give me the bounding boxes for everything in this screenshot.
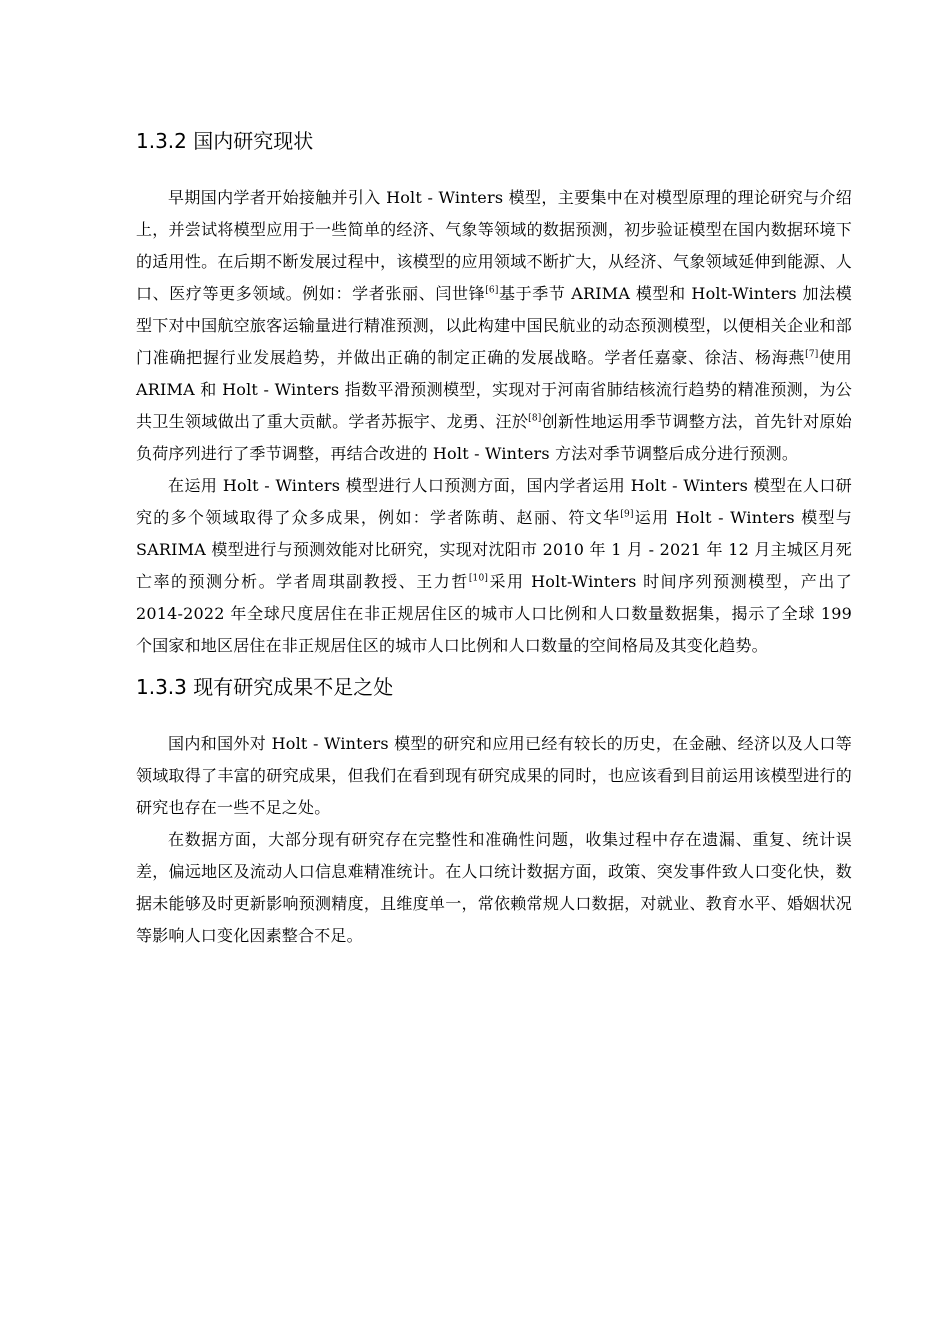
paragraph-text: 在数据方面，大部分现有研究存在完整性和准确性问题，收集过程中存在遗漏、重复、统计误差，偏远地区及流动人口信息难精准统计。在人口统计数据方面，政策、突发事件致人口变化快，数据未能够及时更新影响预测精度，且维度单一，常依赖常规人口数据，对就业、教育水平、婚姻状况等影响人口变化因素整合不足。 — [136, 830, 852, 945]
paragraph — [136, 470, 852, 662]
paragraph-text: 基于季节 ARIMA 模型和 Holt-Winters 加法模型下对中国航空旅客运输量进行精准预测，以此构建中国民航业的动态预测模型，以便相关企业和部门准确把握行业发展趋势，并做出正确的制定正确的发展战略。学者任嘉豪、徐洁、杨海燕 — [136, 284, 852, 367]
citation-marker: [9] — [620, 509, 634, 520]
paragraph-text: 采用 Holt-Winters 时间序列预测模型，产出了 2014-2022 年全球尺度居住在非正规居住区的城市人口比例和人口数量数据集，揭示了全球 199 个国家和地区居住在非正规居住区的城市人口比例和人口数量的空间格局及其变化趋势。 — [136, 572, 852, 655]
paragraph-text: 早期国内学者开始接触并引入 Holt - Winters 模型，主要集中在对模型原理的理论研究与介绍上，并尝试将模型应用于一些简单的经济、气象等领域的数据预测，初步验证模型在国内数据环境下的适用性。在后期不断发展过程中，该模型的应用领域不断扩大，从经济、气象领域延伸到能源、人口、医疗等更多领域。例如：学者张丽、闫世锋 — [136, 188, 852, 303]
section-heading: 1.3.3 现有研究成果不足之处 — [136, 675, 394, 699]
paragraph — [136, 728, 852, 824]
paragraph-text: 创新性地运用季节调整方法，首先针对原始负荷序列进行了季节调整，再结合改进的 Holt - Winters 方法对季节调整后成分进行预测。 — [136, 412, 852, 463]
section-heading: 1.3.2 国内研究现状 — [136, 129, 314, 153]
citation-marker: [6] — [485, 285, 499, 296]
paragraph — [136, 182, 852, 470]
paragraph-text: 在运用 Holt - Winters 模型进行人口预测方面，国内学者运用 Holt - Winters 模型在人口研究的多个领域取得了众多成果，例如：学者陈萌、赵丽、符文华 — [136, 476, 852, 527]
paragraph-text: 运用 Holt - Winters 模型与 SARIMA 模型进行与预测效能对比研究，实现对沈阳市 2010 年 1 月 - 2021 年 12 月主城区月死亡率的预测分析。学者周琪副教授、王力哲 — [136, 508, 852, 591]
citation-marker: [7] — [805, 349, 819, 360]
paragraph-text: 国内和国外对 Holt - Winters 模型的研究和应用已经有较长的历史，在金融、经济以及人口等领域取得了丰富的研究成果，但我们在看到现有研究成果的同时，也应该看到目前运用该模型进行的研究也存在一些不足之处。 — [136, 734, 852, 817]
citation-marker: [8] — [528, 413, 542, 424]
paragraph-text: 使用 ARIMA 和 Holt - Winters 指数平滑预测模型，实现对于河南省肺结核流行趋势的精准预测，为公共卫生领域做出了重大贡献。学者苏振宇、龙勇、汪於 — [136, 348, 852, 431]
citation-marker: [10] — [468, 573, 489, 584]
paragraph — [136, 824, 852, 952]
page-content — [136, 126, 852, 952]
